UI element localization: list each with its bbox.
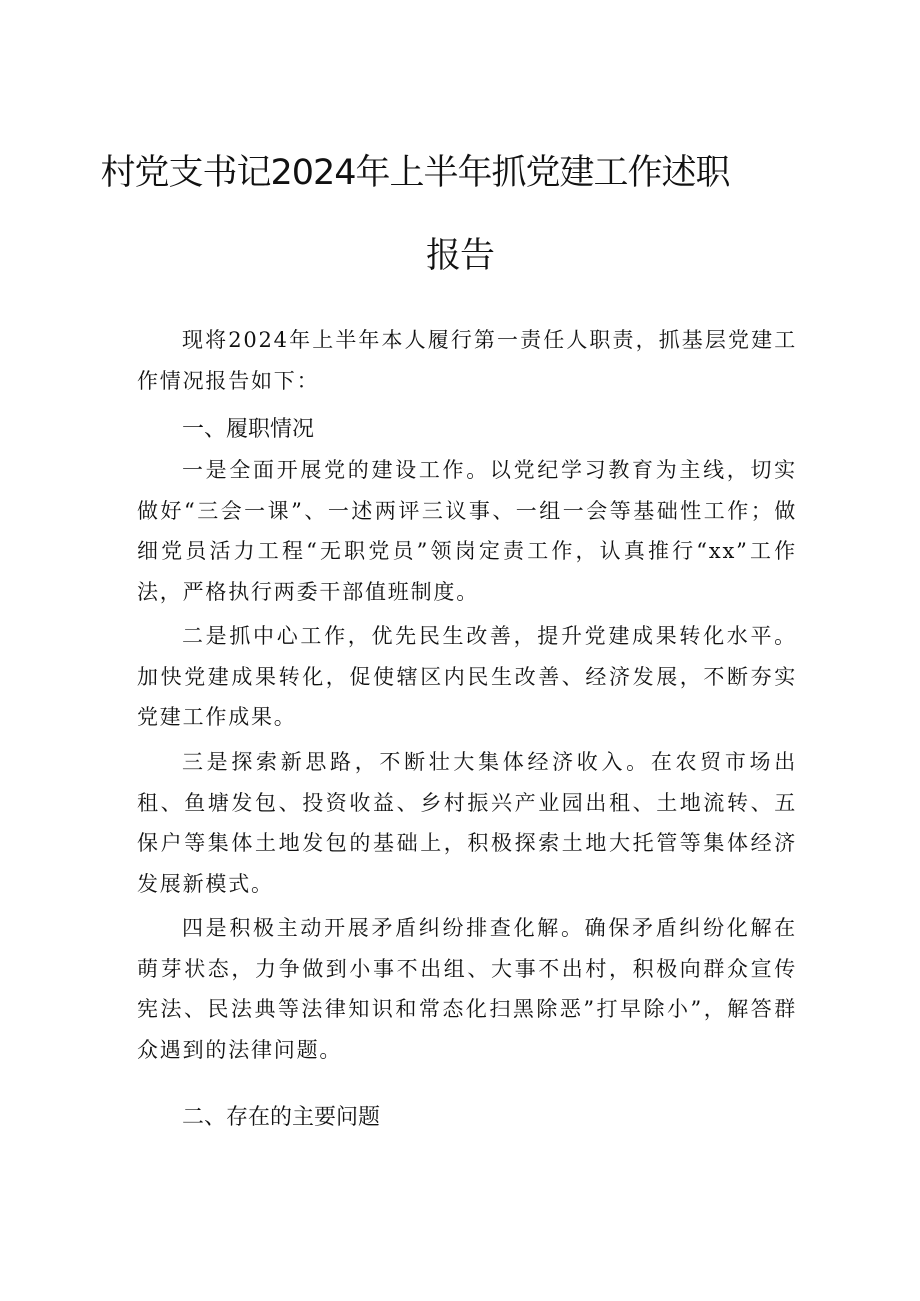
- paragraph-party-building: 一是全面开展党的建设工作。以党纪学习教育为主线，切实做好“三会一课”、一述两评三议事、一组一会等基础性工作；做细党员活力工程“无职党员”领岗定责工作，认真推行“xx”工作法，严格执行两委干部值班制度。: [137, 458, 797, 604]
- paragraph-dispute-resolution: 四是积极主动开展矛盾纠纷排查化解。确保矛盾纠纷化解在萌芽状态，力争做到小事不出组、大事不出村，积极向群众宣传宪法、民法典等法律知识和常态化扫黑除恶”打早除小”，解答群众遇到的法律问题。: [137, 916, 797, 1062]
- paragraph-central-work: 二是抓中心工作，优先民生改善，提升党建成果转化水平。加快党建成果转化，促使辖区内民生改善、经济发展，不断夯实党建工作成果。: [137, 624, 797, 729]
- document-title-line1: 村党支书记2024年上半年抓党建工作述职: [100, 153, 730, 193]
- intro-paragraph: 现将2024年上半年本人履行第一责任人职责，抓基层党建工作情况报告如下：: [137, 328, 797, 393]
- paragraph-collective-economy: 三是探索新思路，不断壮大集体经济收入。在农贸市场出租、鱼塘发包、投资收益、乡村振兴产业园出租、土地流转、五保户等集体土地发包的基础上，积极探索土地大托管等集体经济发展新模式。: [137, 750, 797, 896]
- section-heading-duties: 一、履职情况: [182, 417, 315, 442]
- section-heading-problems: 二、存在的主要问题: [182, 1105, 381, 1130]
- document-title-line2: 报告: [425, 236, 494, 276]
